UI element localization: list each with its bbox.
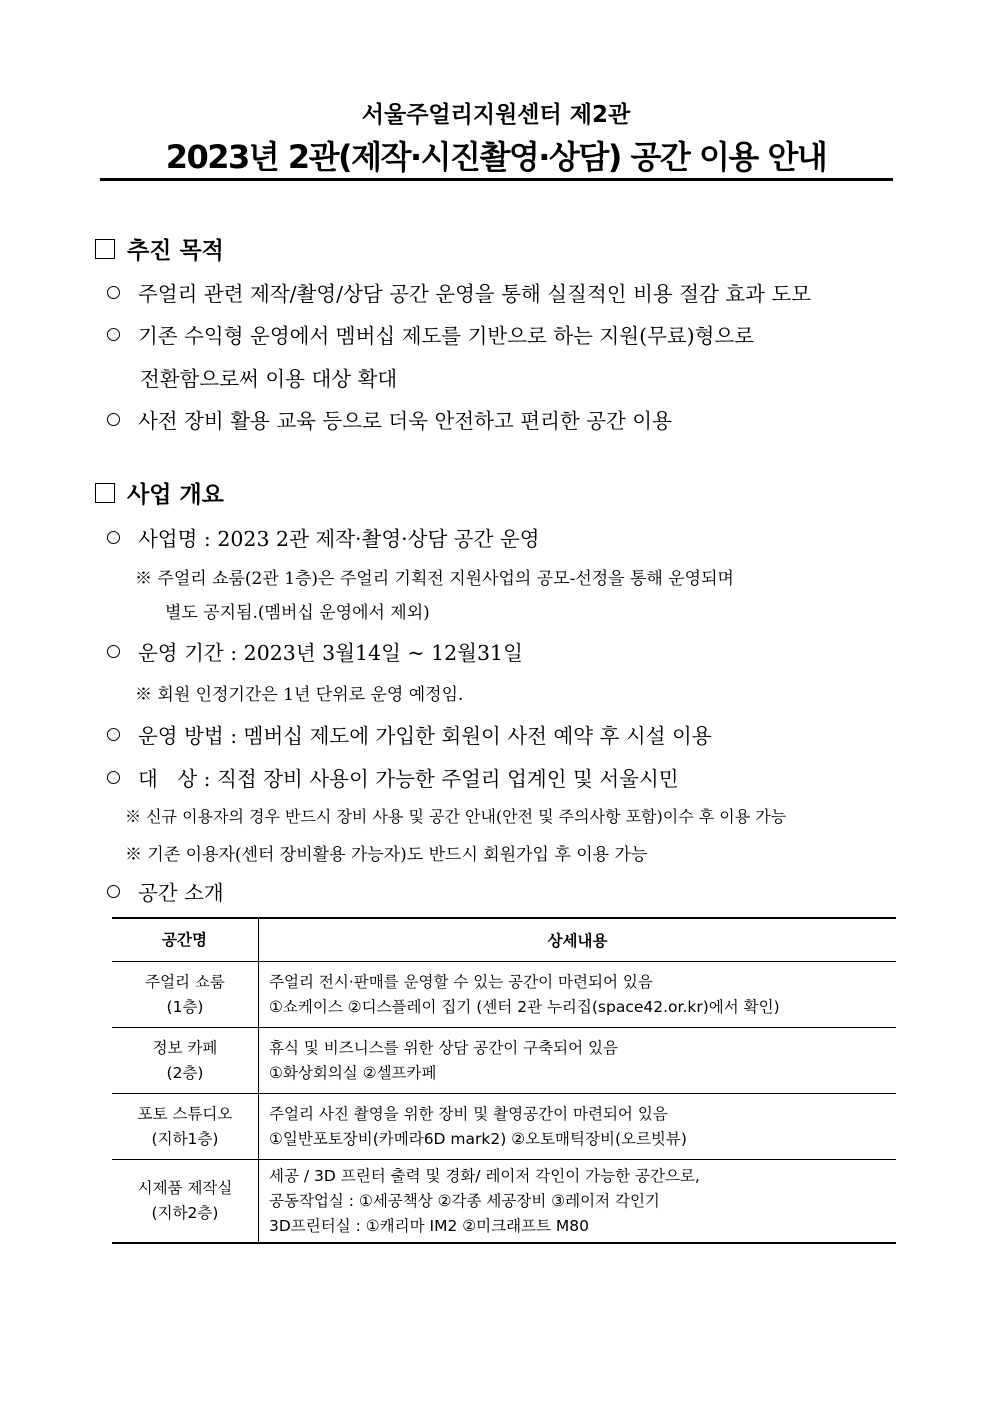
detail-line: 주얼리 전시·판매를 운영할 수 있는 공간이 마련되어 있음 [269, 972, 653, 991]
bullet-text: 사전 장비 활용 교육 등으로 더욱 안전하고 편리한 공간 이용 [138, 409, 672, 433]
bullet-text: 운영 방법 : 멤버십 제도에 가입한 회원이 사전 예약 후 시설 이용 [138, 724, 712, 748]
table-header-row [112, 918, 896, 962]
note-new-users: ※ 신규 이용자의 경우 반드시 장비 사용 및 공간 안내(안전 및 주의사항 포함)이수 후 이용 가능 [125, 807, 787, 826]
table-row [112, 1160, 896, 1244]
circle-bullet-icon [107, 645, 120, 658]
overview-target [107, 762, 679, 792]
space-detail-cell [259, 962, 897, 1028]
overview-space-intro [107, 876, 224, 906]
detail-line: 3D프린터실 : ①캐리마 IM2 ②미크래프트 M80 [269, 1216, 590, 1235]
table-row [112, 1028, 896, 1094]
bullet-text: 주얼리 관련 제작/촬영/상담 공간 운영을 통해 실질적인 비용 절감 효과 도모 [138, 282, 812, 306]
document-title: 2023년 2관(제작·시진촬영·상담) 공간 이용 안내 [165, 138, 827, 176]
purpose-bullet-2-continued: 전환함으로써 이용 대상 확대 [140, 367, 398, 391]
detail-line: 휴식 및 비즈니스를 위한 상담 공간이 구축되어 있음 [269, 1038, 618, 1057]
section-heading-overview [95, 476, 224, 509]
circle-bullet-icon [107, 328, 120, 341]
space-floor: (지하2층) [151, 1204, 219, 1223]
purpose-bullet-2 [107, 319, 754, 349]
bullet-text: 기존 수익형 운영에서 멤버십 제도를 기반으로 하는 지원(무료)형으로 [138, 324, 755, 348]
space-detail-cell [259, 1160, 897, 1244]
overview-method [107, 719, 712, 749]
detail-line: 세공 / 3D 프린터 출력 및 경화/ 레이저 각인이 가능한 공간으로, [269, 1167, 700, 1185]
table-row [112, 1094, 896, 1160]
circle-bullet-icon [107, 413, 120, 426]
space-name: 포토 스튜디오 [137, 1104, 233, 1123]
purpose-bullet-3 [107, 404, 672, 434]
circle-bullet-icon [107, 885, 120, 898]
note-period: ※ 회원 인정기간은 1년 단위로 운영 예정임. [135, 685, 464, 705]
detail-line: ①일반포토장비(카메라6D mark2) ②오토매틱장비(오르빗뷰) [269, 1129, 687, 1148]
note-showroom-line2: 별도 공지됨.(멤버십 운영에서 제외) [165, 603, 430, 623]
note-showroom-line1: ※ 주얼리 쇼룸(2관 1층)은 주얼리 기획전 지원사업의 공모-선정을 통해 운영되며 [135, 569, 734, 589]
checkbox-icon [95, 239, 115, 259]
detail-line: ①화상회의실 ②셀프카페 [269, 1063, 437, 1082]
space-name-cell [112, 1160, 259, 1244]
circle-bullet-icon [107, 531, 120, 544]
document-subtitle: 서울주얼리지원센터 제2관 [361, 102, 631, 128]
section-heading-label: 사업 개요 [127, 482, 224, 508]
space-floor: (2층) [166, 1063, 204, 1082]
note-existing-users: ※ 기존 이용자(센터 장비활용 가능자)도 반드시 회원가입 후 이용 가능 [125, 845, 648, 865]
header-details: 상세내용 [259, 918, 897, 962]
space-name: 시제품 제작실 [137, 1179, 233, 1198]
bullet-text: 대 상 : 직접 장비 사용이 가능한 주얼리 업계인 및 서울시민 [138, 767, 679, 791]
section-heading-label: 추진 목적 [127, 238, 224, 264]
space-detail-cell [259, 1028, 897, 1094]
header-space-name: 공간명 [112, 918, 259, 962]
overview-period [107, 636, 523, 666]
space-name-cell [112, 1028, 259, 1094]
space-detail-cell [259, 1094, 897, 1160]
section-heading-purpose [95, 232, 224, 265]
title-underline [100, 178, 893, 181]
space-table [112, 917, 896, 1244]
detail-line: ①쇼케이스 ②디스플레이 집기 (센터 2관 누리집(space42.or.kr)에서 확인) [269, 997, 780, 1016]
circle-bullet-icon [107, 728, 120, 741]
bullet-text: 운영 기간 : 2023년 3월14일 ~ 12월31일 [138, 641, 523, 665]
circle-bullet-icon [107, 286, 120, 299]
bullet-text: 사업명 : 2023 2관 제작·촬영·상담 공간 운영 [138, 527, 540, 551]
detail-line: 공동작업실 : ①세공책상 ②각종 세공장비 ③레이저 각인기 [269, 1191, 660, 1210]
space-name: 정보 카페 [152, 1038, 218, 1057]
circle-bullet-icon [107, 771, 120, 784]
table-row [112, 962, 896, 1028]
space-name: 주얼리 쇼룸 [145, 972, 225, 991]
overview-business-name [107, 522, 540, 552]
space-name-cell [112, 962, 259, 1028]
purpose-bullet-1 [107, 277, 811, 307]
space-floor: (지하1층) [151, 1129, 219, 1148]
space-name-cell [112, 1094, 259, 1160]
bullet-text: 공간 소개 [138, 881, 224, 905]
detail-line: 주얼리 사진 촬영을 위한 장비 및 촬영공간이 마련되어 있음 [269, 1104, 668, 1123]
checkbox-icon [95, 483, 115, 503]
space-floor: (1층) [166, 997, 204, 1016]
